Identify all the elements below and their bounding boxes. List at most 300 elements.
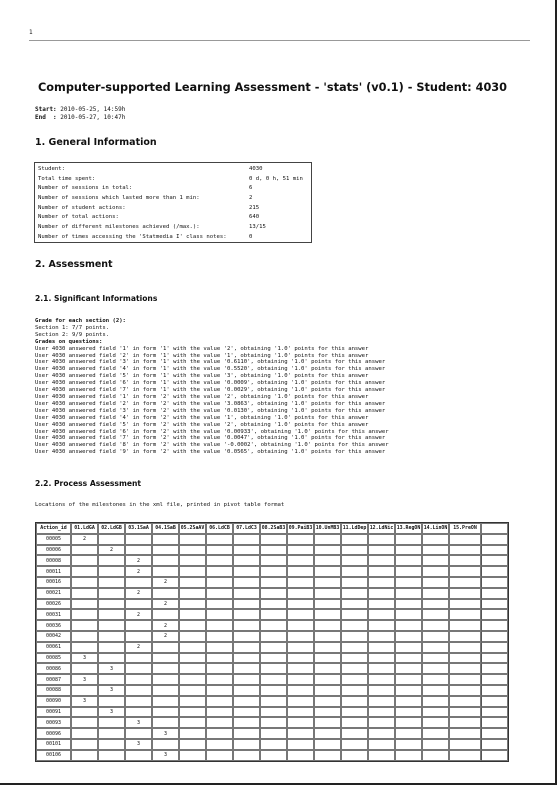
pivot-empty-cell	[449, 566, 481, 577]
pivot-empty-cell	[260, 750, 287, 761]
pivot-empty-cell	[422, 599, 449, 610]
pivot-empty-cell	[341, 620, 368, 631]
pivot-empty-cell	[260, 545, 287, 556]
pivot-empty-cell	[368, 609, 395, 620]
pivot-empty-cell	[422, 674, 449, 685]
pivot-header-cell: 15.PreON	[449, 523, 481, 534]
pivot-empty-cell	[422, 620, 449, 631]
pivot-empty-cell	[341, 750, 368, 761]
info-value: 4030	[249, 166, 263, 172]
pivot-action-id: 00026	[36, 599, 71, 610]
pivot-empty-cell	[422, 696, 449, 707]
pivot-empty-cell	[314, 609, 341, 620]
pivot-action-id: 00090	[36, 696, 71, 707]
pivot-empty-cell	[422, 663, 449, 674]
pivot-empty-cell	[125, 599, 152, 610]
pivot-empty-cell	[368, 696, 395, 707]
pivot-empty-cell	[206, 609, 233, 620]
pivot-empty-cell	[206, 631, 233, 642]
pivot-action-id: 00061	[36, 642, 71, 653]
pivot-header-cell: 10.UnMB3	[314, 523, 341, 534]
pivot-edge-cell	[481, 642, 508, 653]
table-row	[36, 566, 508, 577]
info-label: Number of sessions which lasted more than 1 min:	[38, 195, 200, 202]
info-label: Student:	[38, 166, 65, 172]
pivot-empty-cell	[125, 696, 152, 707]
info-value: 2	[249, 195, 253, 202]
report-dates	[35, 106, 125, 122]
pivot-value-cell: 3	[71, 653, 98, 664]
pivot-empty-cell	[368, 534, 395, 545]
pivot-empty-cell	[395, 620, 422, 631]
pivot-empty-cell	[98, 631, 125, 642]
pivot-action-id: 00088	[36, 685, 71, 696]
pivot-empty-cell	[341, 728, 368, 739]
pivot-empty-cell	[287, 685, 314, 696]
pivot-empty-cell	[422, 609, 449, 620]
table-row	[36, 653, 508, 664]
pivot-empty-cell	[395, 642, 422, 653]
pivot-empty-cell	[98, 555, 125, 566]
answer-line: User 4030 answered field '4' in form '1' with the value '0.5520', obtaining '1.0' points for this answer	[35, 366, 386, 373]
pivot-header-cell: 05.2SaAV	[179, 523, 206, 534]
pivot-empty-cell	[179, 609, 206, 620]
pivot-empty-cell	[179, 717, 206, 728]
pivot-empty-cell	[179, 620, 206, 631]
pivot-empty-cell	[341, 545, 368, 556]
answer-line: User 4030 answered field '9' in form '2' with the value '0.0565', obtaining '1.0' points for this answer	[35, 449, 386, 456]
pivot-empty-cell	[395, 588, 422, 599]
pivot-value-cell: 2	[125, 555, 152, 566]
pivot-empty-cell	[395, 555, 422, 566]
pivot-empty-cell	[395, 696, 422, 707]
info-label: Number of times accessing the 'Statmedia I' class notes:	[38, 233, 227, 240]
pivot-empty-cell	[98, 674, 125, 685]
info-label: Number of different milestones achieved (/max.):	[38, 224, 200, 231]
info-row	[38, 165, 308, 175]
questions-heading: Grades on questions:	[35, 338, 103, 345]
pivot-empty-cell	[260, 534, 287, 545]
pivot-empty-cell	[449, 717, 481, 728]
grades-block	[35, 318, 389, 456]
info-row	[38, 213, 308, 223]
pivot-empty-cell	[395, 566, 422, 577]
info-row	[38, 194, 308, 204]
pivot-header-cell: 13.RegON	[395, 523, 422, 534]
pivot-empty-cell	[368, 599, 395, 610]
info-row	[38, 184, 308, 194]
pivot-empty-cell	[206, 620, 233, 631]
pivot-empty-cell	[368, 555, 395, 566]
pivot-action-id: 00101	[36, 739, 71, 750]
pivot-empty-cell	[287, 620, 314, 631]
pivot-empty-cell	[260, 642, 287, 653]
pivot-empty-cell	[449, 545, 481, 556]
pivot-empty-cell	[152, 534, 179, 545]
pivot-empty-cell	[206, 545, 233, 556]
pivot-empty-cell	[314, 599, 341, 610]
pivot-empty-cell	[449, 631, 481, 642]
pivot-empty-cell	[449, 599, 481, 610]
pivot-value-cell: 3	[71, 696, 98, 707]
report-title: Computer-supported Learning Assessment - 'stats' (v0.1) - Student: 4030	[38, 81, 508, 94]
table-row	[36, 750, 508, 761]
pivot-empty-cell	[233, 545, 260, 556]
pivot-empty-cell	[206, 555, 233, 566]
pivot-edge-cell	[481, 717, 508, 728]
pivot-empty-cell	[368, 577, 395, 588]
pivot-empty-cell	[98, 717, 125, 728]
pivot-edge-cell	[481, 653, 508, 664]
pivot-empty-cell	[341, 663, 368, 674]
pivot-empty-cell	[233, 750, 260, 761]
pivot-empty-cell	[260, 588, 287, 599]
general-info-box	[34, 162, 312, 243]
pivot-empty-cell	[71, 609, 98, 620]
pivot-empty-cell	[206, 717, 233, 728]
pivot-empty-cell	[206, 653, 233, 664]
pivot-empty-cell	[368, 674, 395, 685]
pivot-empty-cell	[179, 750, 206, 761]
pivot-empty-cell	[341, 653, 368, 664]
answer-line: User 4030 answered field '6' in form '1' with the value '0.0009', obtaining '1.0' points for this answer	[35, 380, 386, 387]
pivot-empty-cell	[179, 577, 206, 588]
pivot-empty-cell	[395, 534, 422, 545]
pivot-edge-cell	[481, 631, 508, 642]
pivot-empty-cell	[449, 739, 481, 750]
table-row	[36, 717, 508, 728]
pivot-empty-cell	[98, 750, 125, 761]
pivot-empty-cell	[206, 566, 233, 577]
pivot-empty-cell	[206, 739, 233, 750]
pivot-edge-cell	[481, 599, 508, 610]
pivot-empty-cell	[233, 620, 260, 631]
pivot-empty-cell	[179, 631, 206, 642]
pivot-empty-cell	[395, 599, 422, 610]
pivot-empty-cell	[206, 577, 233, 588]
pivot-empty-cell	[395, 663, 422, 674]
pivot-empty-cell	[287, 577, 314, 588]
pivot-empty-cell	[422, 631, 449, 642]
pivot-empty-cell	[125, 674, 152, 685]
table-row	[36, 545, 508, 556]
pivot-header-cell: 11.LdDep	[341, 523, 368, 534]
pivot-edge-cell	[481, 739, 508, 750]
pivot-empty-cell	[233, 717, 260, 728]
pivot-empty-cell	[314, 717, 341, 728]
pivot-action-id: 00042	[36, 631, 71, 642]
start-value: 2010-05-25, 14:59h	[56, 106, 126, 113]
pivot-empty-cell	[395, 707, 422, 718]
pivot-empty-cell	[125, 707, 152, 718]
pivot-empty-cell	[341, 609, 368, 620]
pivot-empty-cell	[341, 631, 368, 642]
pivot-header-cell: 06.LdCB	[206, 523, 233, 534]
pivot-value-cell: 2	[152, 599, 179, 610]
end-label: End :	[35, 114, 57, 121]
pivot-empty-cell	[152, 717, 179, 728]
pivot-empty-cell	[395, 653, 422, 664]
pivot-action-id: 00091	[36, 707, 71, 718]
pivot-empty-cell	[395, 631, 422, 642]
info-label: Number of sessions in total:	[38, 185, 133, 192]
pivot-empty-cell	[287, 642, 314, 653]
pivot-empty-cell	[422, 685, 449, 696]
pivot-header-cell: 09.PaiB3	[287, 523, 314, 534]
start-date-line	[35, 106, 125, 114]
pivot-action-id: 00005	[36, 534, 71, 545]
pivot-empty-cell	[179, 588, 206, 599]
pivot-empty-cell	[260, 555, 287, 566]
pivot-empty-cell	[233, 663, 260, 674]
pivot-empty-cell	[71, 685, 98, 696]
pivot-empty-cell	[368, 642, 395, 653]
info-label: Total time spent:	[38, 175, 96, 182]
answer-line: User 4030 answered field '3' in form '1' with the value '0.6110', obtaining '1.0' points for this answer	[35, 359, 386, 366]
pivot-empty-cell	[179, 696, 206, 707]
pivot-empty-cell	[125, 631, 152, 642]
grade-heading: Grade for each section (2):	[35, 318, 126, 324]
pivot-value-cell: 3	[98, 707, 125, 718]
pivot-empty-cell	[152, 674, 179, 685]
pivot-empty-cell	[422, 707, 449, 718]
pivot-empty-cell	[287, 696, 314, 707]
pivot-empty-cell	[98, 588, 125, 599]
table-row	[36, 707, 508, 718]
pivot-empty-cell	[395, 545, 422, 556]
pivot-action-id: 00031	[36, 609, 71, 620]
pivot-value-cell: 3	[125, 739, 152, 750]
pivot-header-cell: 03.1SaA	[125, 523, 152, 534]
pivot-header-cell: 04.1SaB	[152, 523, 179, 534]
pivot-empty-cell	[125, 750, 152, 761]
info-value: 0 d, 0 h, 51 min	[249, 175, 303, 182]
pivot-empty-cell	[341, 674, 368, 685]
pivot-empty-cell	[179, 599, 206, 610]
pivot-empty-cell	[287, 717, 314, 728]
pivot-empty-cell	[98, 534, 125, 545]
answer-line: User 4030 answered field '1' in form '1' with the value '2', obtaining '1.0' points for this answer	[35, 345, 369, 352]
pivot-empty-cell	[233, 728, 260, 739]
pivot-empty-cell	[449, 685, 481, 696]
pivot-empty-cell	[422, 555, 449, 566]
section-heading-significant: 2.1. Significant Informations	[35, 294, 158, 303]
pivot-empty-cell	[125, 685, 152, 696]
pivot-empty-cell	[206, 707, 233, 718]
pivot-action-id: 00011	[36, 566, 71, 577]
pivot-empty-cell	[449, 577, 481, 588]
pivot-action-id: 00086	[36, 663, 71, 674]
table-row	[36, 728, 508, 739]
pivot-empty-cell	[395, 609, 422, 620]
pivot-empty-cell	[233, 653, 260, 664]
pivot-edge-cell	[481, 534, 508, 545]
pivot-empty-cell	[341, 566, 368, 577]
pivot-empty-cell	[287, 599, 314, 610]
pivot-empty-cell	[341, 642, 368, 653]
info-row	[38, 204, 308, 214]
pivot-empty-cell	[179, 685, 206, 696]
answer-line: User 4030 answered field '1' in form '2' with the value '2', obtaining '1.0' points for this answer	[35, 393, 369, 400]
info-value: 6	[249, 185, 253, 192]
pivot-empty-cell	[449, 534, 481, 545]
pivot-action-id: 00106	[36, 750, 71, 761]
pivot-empty-cell	[287, 545, 314, 556]
pivot-empty-cell	[341, 588, 368, 599]
table-row	[36, 696, 508, 707]
pivot-empty-cell	[449, 555, 481, 566]
pivot-empty-cell	[260, 674, 287, 685]
pivot-empty-cell	[152, 555, 179, 566]
info-value: 215	[249, 204, 260, 211]
pivot-empty-cell	[260, 685, 287, 696]
pivot-empty-cell	[125, 728, 152, 739]
pivot-value-cell: 3	[98, 685, 125, 696]
pivot-empty-cell	[341, 555, 368, 566]
pivot-empty-cell	[260, 717, 287, 728]
pivot-empty-cell	[98, 739, 125, 750]
pivot-empty-cell	[233, 577, 260, 588]
answer-line: User 4030 answered field '6' in form '2' with the value '0.00933', obtaining '1.0' points for this answer	[35, 428, 389, 435]
pivot-empty-cell	[152, 707, 179, 718]
pivot-empty-cell	[422, 566, 449, 577]
pivot-empty-cell	[287, 534, 314, 545]
answer-line: User 4030 answered field '7' in form '1' with the value '0.0029', obtaining '1.0' points for this answer	[35, 387, 386, 394]
pivot-empty-cell	[206, 663, 233, 674]
pivot-empty-cell	[260, 728, 287, 739]
pivot-empty-cell	[98, 620, 125, 631]
info-value: 0	[249, 233, 253, 240]
end-value: 2010-05-27, 10:47h	[56, 114, 126, 121]
pivot-empty-cell	[314, 642, 341, 653]
pivot-value-cell: 2	[98, 545, 125, 556]
pivot-empty-cell	[260, 599, 287, 610]
pivot-empty-cell	[71, 707, 98, 718]
pivot-value-cell: 2	[125, 588, 152, 599]
pivot-empty-cell	[260, 577, 287, 588]
pivot-empty-cell	[179, 674, 206, 685]
pivot-empty-cell	[314, 631, 341, 642]
pivot-empty-cell	[260, 566, 287, 577]
info-row	[38, 233, 308, 243]
pivot-empty-cell	[233, 631, 260, 642]
pivot-empty-cell	[395, 717, 422, 728]
pivot-empty-cell	[71, 663, 98, 674]
pivot-header-cell: 07.LdC3	[233, 523, 260, 534]
pivot-empty-cell	[287, 674, 314, 685]
pivot-empty-cell	[206, 685, 233, 696]
milestones-pivot-table	[35, 522, 509, 762]
pivot-empty-cell	[287, 663, 314, 674]
section-heading-assessment: 2. Assessment	[35, 259, 113, 270]
pivot-empty-cell	[71, 566, 98, 577]
pivot-edge-cell	[481, 707, 508, 718]
pivot-empty-cell	[260, 707, 287, 718]
pivot-empty-cell	[314, 620, 341, 631]
pivot-empty-cell	[422, 750, 449, 761]
pivot-empty-cell	[233, 609, 260, 620]
pivot-empty-cell	[260, 620, 287, 631]
pivot-empty-cell	[314, 534, 341, 545]
pivot-empty-cell	[206, 674, 233, 685]
pivot-empty-cell	[233, 566, 260, 577]
pivot-empty-cell	[233, 685, 260, 696]
pivot-empty-cell	[71, 599, 98, 610]
page-number: 1	[29, 29, 33, 36]
pivot-value-cell: 3	[98, 663, 125, 674]
pivot-empty-cell	[98, 642, 125, 653]
pivot-empty-cell	[179, 566, 206, 577]
pivot-empty-cell	[341, 577, 368, 588]
pivot-value-cell: 2	[71, 534, 98, 545]
pivot-empty-cell	[341, 685, 368, 696]
end-date-line	[35, 114, 125, 122]
pivot-empty-cell	[152, 653, 179, 664]
pivot-empty-cell	[206, 750, 233, 761]
pivot-empty-cell	[179, 653, 206, 664]
milestones-note: Locations of the milestones in the xml file, printed in pivot table format	[35, 502, 285, 508]
pivot-empty-cell	[206, 696, 233, 707]
pivot-action-id: 00016	[36, 577, 71, 588]
pivot-empty-cell	[422, 717, 449, 728]
pivot-empty-cell	[368, 653, 395, 664]
pivot-value-cell: 2	[125, 642, 152, 653]
pivot-value-cell: 2	[152, 577, 179, 588]
pivot-empty-cell	[125, 577, 152, 588]
pivot-edge-cell	[481, 674, 508, 685]
info-value: 13/15	[249, 224, 266, 231]
pivot-empty-cell	[314, 663, 341, 674]
pivot-edge-cell	[481, 728, 508, 739]
pivot-empty-cell	[260, 696, 287, 707]
pivot-empty-cell	[98, 566, 125, 577]
pivot-empty-cell	[206, 534, 233, 545]
pivot-empty-cell	[71, 555, 98, 566]
pivot-empty-cell	[71, 739, 98, 750]
pivot-empty-cell	[368, 588, 395, 599]
table-row	[36, 599, 508, 610]
table-row	[36, 588, 508, 599]
pivot-empty-cell	[152, 696, 179, 707]
pivot-empty-cell	[449, 642, 481, 653]
pivot-empty-cell	[152, 566, 179, 577]
pivot-empty-cell	[260, 631, 287, 642]
pivot-value-cell: 3	[71, 674, 98, 685]
pivot-empty-cell	[449, 663, 481, 674]
table-row	[36, 555, 508, 566]
pivot-action-id: 00085	[36, 653, 71, 664]
pivot-empty-cell	[71, 545, 98, 556]
pivot-value-cell: 3	[125, 717, 152, 728]
answer-line: User 4030 answered field '8' in form '2' with the value '-0.0002', obtaining '1.0' points for this answer	[35, 442, 389, 449]
pivot-empty-cell	[314, 707, 341, 718]
section-heading-general: 1. General Information	[35, 137, 157, 148]
pivot-empty-cell	[125, 620, 152, 631]
pivot-empty-cell	[71, 631, 98, 642]
pivot-empty-cell	[125, 653, 152, 664]
info-row	[38, 223, 308, 233]
pivot-edge-cell	[481, 577, 508, 588]
pivot-empty-cell	[395, 674, 422, 685]
pivot-empty-cell	[179, 663, 206, 674]
pivot-empty-cell	[152, 642, 179, 653]
pivot-empty-cell	[287, 588, 314, 599]
pivot-value-cell: 2	[152, 631, 179, 642]
pivot-edge-cell	[481, 620, 508, 631]
pivot-action-id: 00006	[36, 545, 71, 556]
pivot-empty-cell	[287, 631, 314, 642]
pivot-empty-cell	[287, 609, 314, 620]
